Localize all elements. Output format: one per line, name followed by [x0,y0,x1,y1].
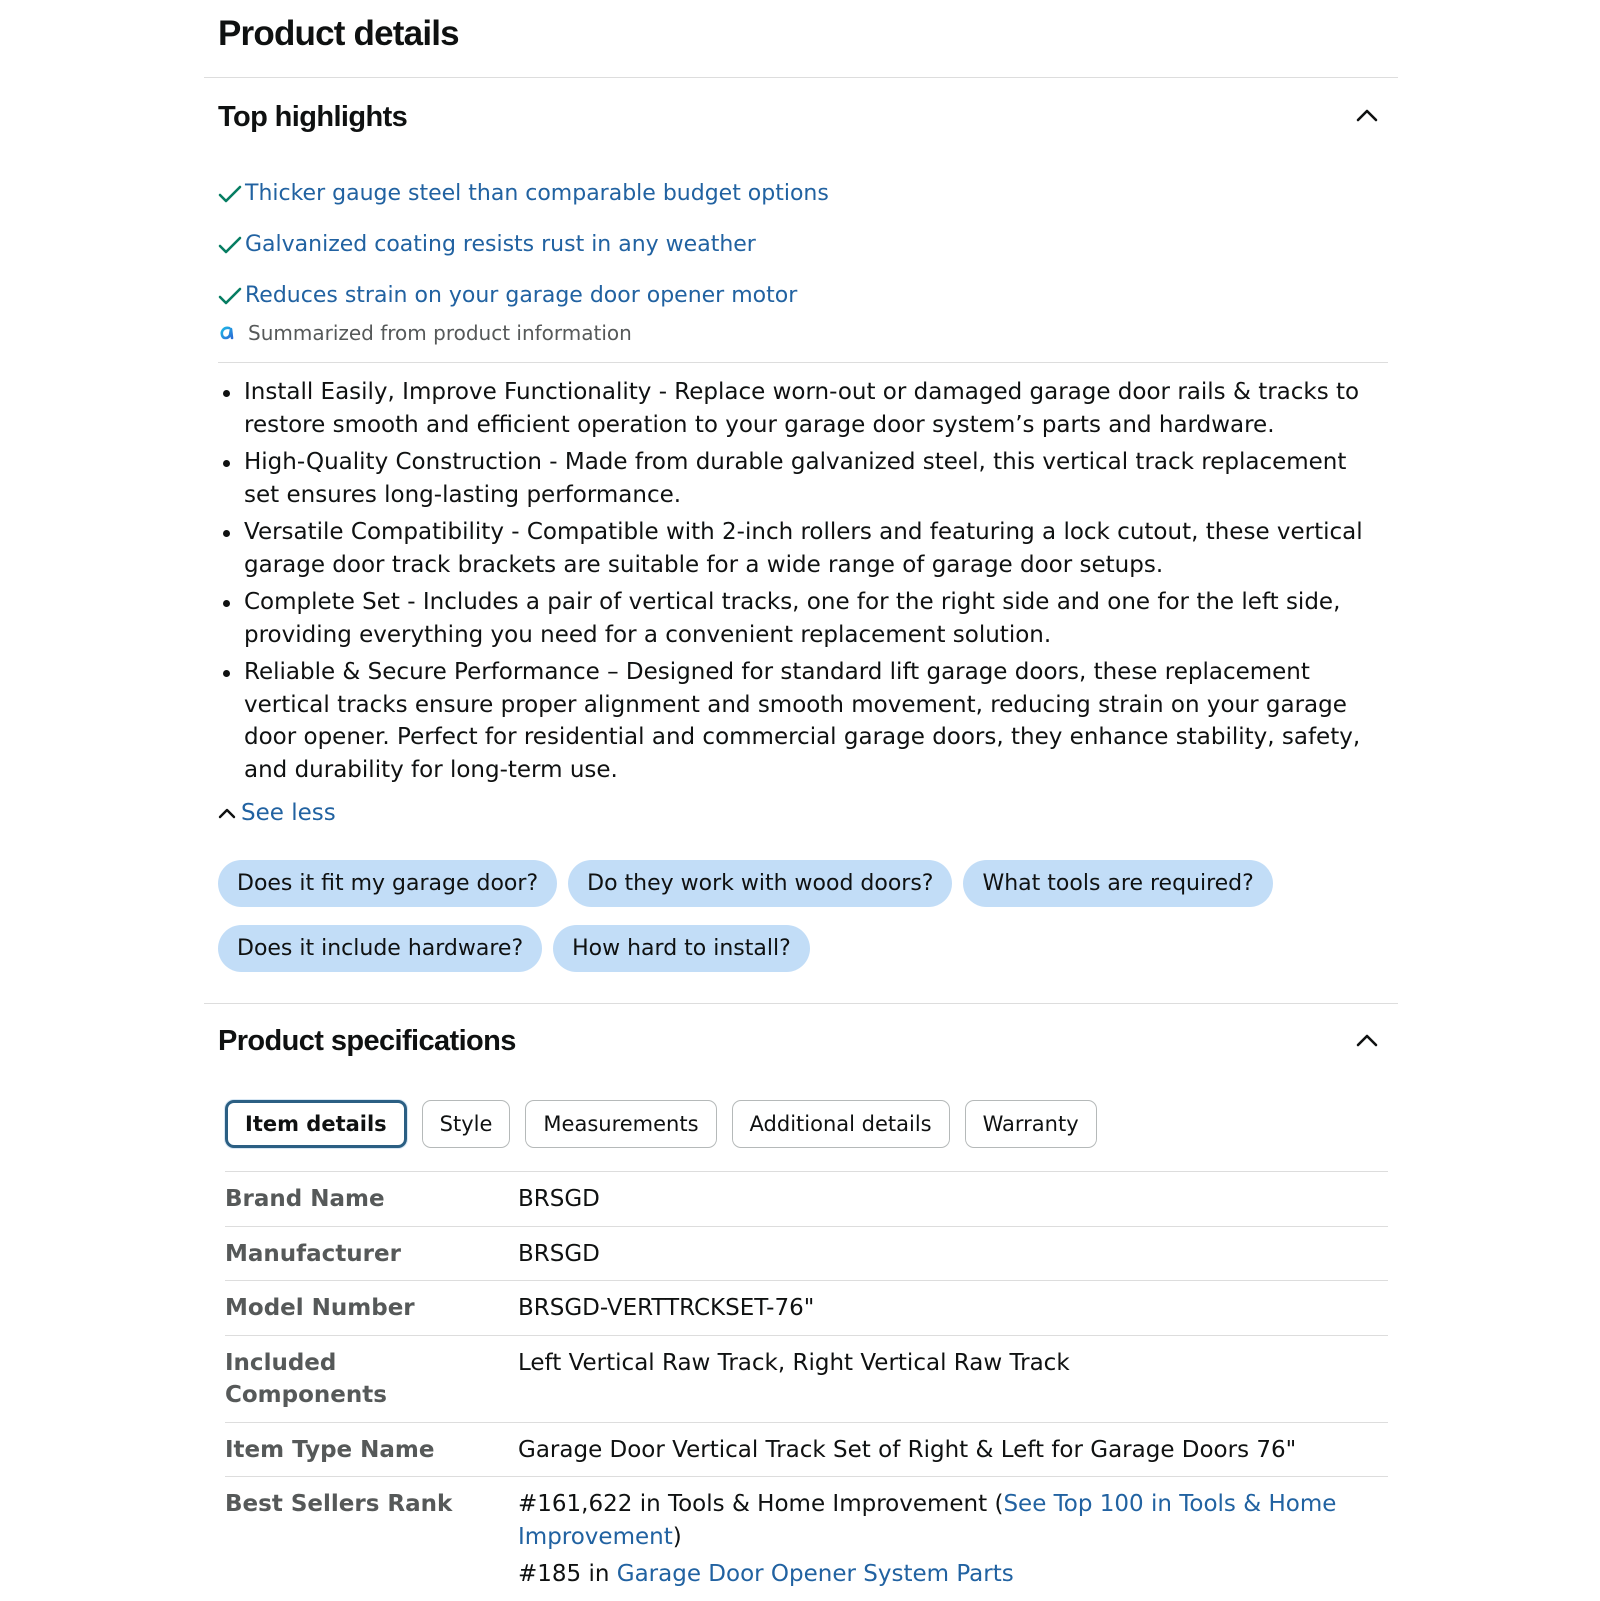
tab-additional-details[interactable]: Additional details [732,1100,950,1148]
product-specifications-title: Product specifications [218,1025,516,1057]
highlight-text: Galvanized coating resists rust in any weather [245,232,756,257]
question-chip[interactable]: Does it include hardware? [218,925,542,972]
spec-value: Garage Door Vertical Track Set of Right & Left for Garage Doors 76" [518,1436,1297,1463]
category-link[interactable]: Garage Door Opener System Parts [616,1561,1014,1587]
spec-key: Brand Name [225,1186,385,1212]
page-title: Product details [218,14,459,53]
divider [204,1003,1398,1004]
chevron-up-icon [1356,108,1378,122]
divider [204,77,1398,78]
table-row [225,1422,1388,1477]
spec-value: Left Vertical Raw Track, Right Vertical Raw Track [518,1349,1070,1376]
rank-line [518,1558,1388,1591]
spec-table [225,1171,1388,1601]
question-chip[interactable]: Does it fit my garage door? [218,860,557,907]
bullet-item: Complete Set - Includes a pair of vertical tracks, one for the right side and one for the left side, providing everything you need for a convenient replacement solution. [218,586,1388,651]
highlight-item [218,270,1378,321]
table-row [225,1335,1388,1422]
tab-style[interactable]: Style [422,1100,511,1148]
divider [218,362,1388,363]
spec-key: Best Sellers Rank [225,1491,453,1517]
spec-value: BRSGD-VERTTRCKSET-76" [518,1295,815,1321]
rank-text: ) [672,1523,682,1550]
spec-tabs [225,1100,1097,1148]
spec-key: Item Type Name [225,1436,435,1463]
tab-measurements[interactable]: Measurements [525,1100,716,1148]
see-less-label: See less [241,800,336,826]
rank-text: #161,622 in Tools & Home Improvement ( [518,1491,1004,1517]
collapse-highlights-button[interactable] [1352,100,1382,130]
check-icon [218,234,245,256]
rank-text: #185 in [518,1561,617,1587]
spec-key: Included Components [225,1349,387,1408]
ai-sparkle-icon [218,324,248,342]
bullet-item: Install Easily, Improve Functionality - Replace worn-out or damaged garage door rails & tracks to restore smooth and efficient operation to your garage door system’s parts and hardware. [218,376,1388,441]
table-row [225,1476,1388,1601]
summary-note [218,321,632,345]
top-highlights-title: Top highlights [218,101,408,133]
table-row [225,1171,1388,1226]
see-less-link[interactable] [218,800,336,826]
spec-value [518,1488,1388,1591]
see-top-100-link[interactable]: See Top 100 in Tools & Home Improvement [518,1491,1337,1550]
suggested-questions [218,860,1388,990]
spec-value: BRSGD [518,1240,600,1267]
highlight-text: Reduces strain on your garage door opener motor [245,283,798,308]
check-icon [218,183,245,205]
bullet-item: Versatile Compatibility - Compatible with 2-inch rollers and featuring a lock cutout, these vertical garage door track brackets are suitable for a wide range of garage door setups. [218,516,1388,581]
highlight-text: Thicker gauge steel than comparable budget options [245,181,829,206]
check-icon [218,285,245,307]
table-row [225,1226,1388,1281]
summary-text: Summarized from product information [248,321,632,345]
collapse-specifications-button[interactable] [1352,1025,1382,1055]
table-row [225,1280,1388,1335]
rank-line [518,1488,1388,1553]
bullet-item: Reliable & Secure Performance – Designed for standard lift garage doors, these replacement vertical tracks ensure proper alignment and smooth movement, reducing strain on your garage door opener. Perfect for residential and commercial garage doors, they enhance stability, safety, and durability for long-term use. [218,656,1388,786]
question-chip[interactable]: How hard to install? [553,925,810,972]
question-chip[interactable]: What tools are required? [963,860,1272,907]
tab-warranty[interactable]: Warranty [965,1100,1097,1148]
spec-value: BRSGD [518,1186,600,1212]
highlights-list [218,168,1378,321]
highlight-item [218,219,1378,270]
spec-key: Model Number [225,1295,415,1321]
chevron-up-icon [218,807,241,819]
spec-key: Manufacturer [225,1240,401,1267]
feature-bullets [218,376,1388,791]
bullet-item: High-Quality Construction - Made from durable galvanized steel, this vertical track replacement set ensures long-lasting performance. [218,446,1388,511]
chevron-up-icon [1356,1033,1378,1047]
tab-item-details[interactable]: Item details [225,1100,407,1148]
question-chip[interactable]: Do they work with wood doors? [568,860,952,907]
highlight-item [218,168,1378,219]
